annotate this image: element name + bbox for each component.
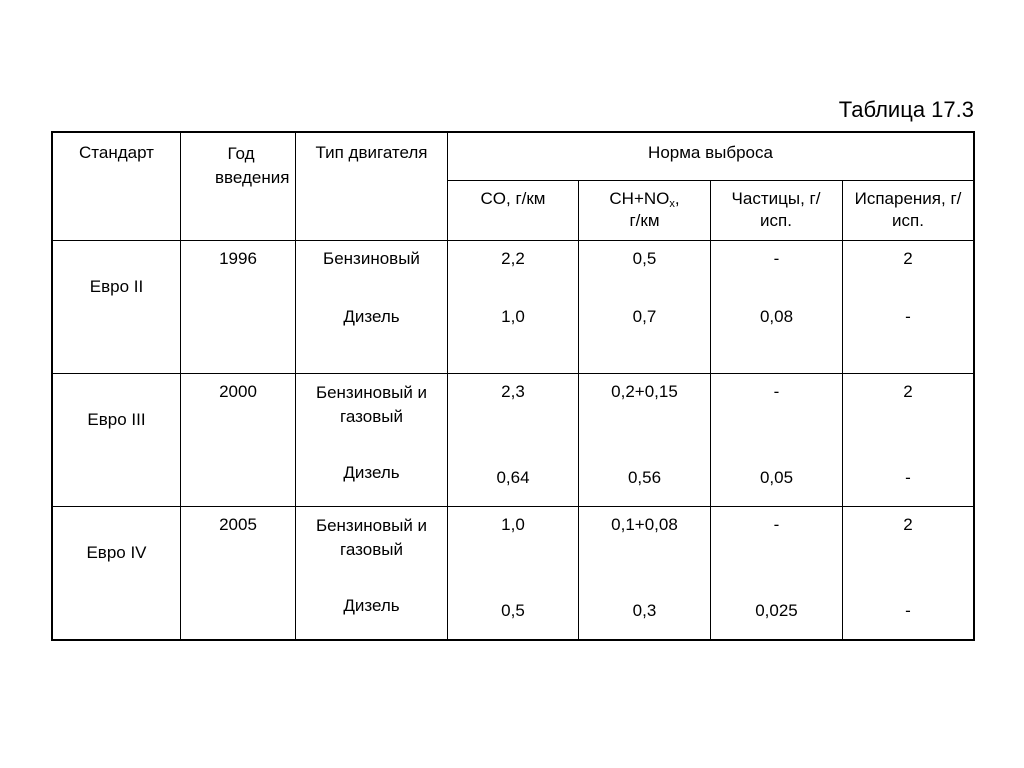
grid-line bbox=[53, 240, 973, 241]
row-evap-diesel: - bbox=[905, 468, 911, 487]
row-ch-nox-diesel: 0,3 bbox=[632, 601, 657, 620]
header-ch-nox-subscript: x bbox=[669, 198, 675, 210]
header-particles: Частицы, г/исп. bbox=[731, 189, 821, 230]
row-particles-petrol: - bbox=[773, 515, 780, 534]
header-co: CO, г/км bbox=[480, 189, 546, 208]
row-evap-diesel: - bbox=[905, 601, 911, 620]
row-standard: Евро IV bbox=[86, 543, 147, 562]
grid-line bbox=[53, 506, 973, 507]
header-ch-nox-formula: CH+NO bbox=[609, 189, 670, 208]
table-caption: Таблица 17.3 bbox=[838, 97, 974, 122]
row-year: 2005 bbox=[219, 515, 257, 534]
header-year: Год введения bbox=[215, 144, 290, 187]
row-particles-diesel: 0,05 bbox=[759, 468, 794, 487]
header-ch-nox-comma: , bbox=[674, 189, 680, 208]
row-standard: Евро III bbox=[87, 410, 146, 429]
row-co-diesel: 0,64 bbox=[496, 468, 530, 487]
grid-line bbox=[447, 180, 973, 181]
row-diesel-engine: Дизель bbox=[343, 596, 400, 615]
row-evap-petrol: 2 bbox=[903, 249, 913, 268]
row-particles-diesel: 0,08 bbox=[759, 307, 794, 326]
row-co-diesel: 1,0 bbox=[501, 307, 525, 326]
row-standard: Евро II bbox=[89, 277, 144, 296]
emission-standards-table bbox=[51, 131, 975, 641]
header-standard: Стандарт bbox=[79, 143, 154, 162]
row-ch-nox-diesel: 0,7 bbox=[632, 307, 657, 326]
row-co-petrol: 2,2 bbox=[501, 249, 525, 268]
header-ch-nox bbox=[579, 188, 710, 232]
row-particles-diesel: 0,025 bbox=[755, 601, 798, 620]
row-ch-nox-petrol: 0,2+0,15 bbox=[611, 382, 678, 401]
row-co-diesel: 0,5 bbox=[501, 601, 525, 620]
row-diesel-engine: Дизель bbox=[343, 307, 400, 326]
row-particles-petrol: - bbox=[773, 382, 780, 401]
row-ch-nox-diesel: 0,56 bbox=[627, 468, 662, 487]
row-petrol-engine: Бензиновый bbox=[323, 249, 420, 268]
header-emission-norm: Норма выброса bbox=[648, 143, 773, 162]
row-diesel-engine: Дизель bbox=[343, 463, 400, 482]
row-evap-diesel: - bbox=[905, 307, 911, 326]
grid-line bbox=[53, 373, 973, 374]
row-year: 2000 bbox=[219, 382, 257, 401]
grid-line bbox=[295, 133, 296, 639]
header-ch-nox-unit: г/км bbox=[629, 211, 660, 230]
row-evap-petrol: 2 bbox=[903, 382, 913, 401]
header-engine-type: Тип двигателя bbox=[315, 143, 428, 162]
row-ch-nox-petrol: 0,5 bbox=[632, 249, 657, 268]
row-co-petrol: 2,3 bbox=[501, 382, 525, 401]
row-co-petrol: 1,0 bbox=[501, 515, 525, 534]
row-ch-nox-petrol: 0,1+0,08 bbox=[611, 515, 678, 534]
header-evaporation: Испарения, г/исп. bbox=[854, 189, 962, 230]
row-petrol-engine: Бензиновый и газовый bbox=[315, 516, 428, 559]
row-evap-petrol: 2 bbox=[903, 515, 913, 534]
row-year: 1996 bbox=[219, 249, 257, 268]
row-particles-petrol: - bbox=[773, 249, 780, 268]
row-petrol-engine: Бензиновый и газовый bbox=[315, 383, 428, 426]
